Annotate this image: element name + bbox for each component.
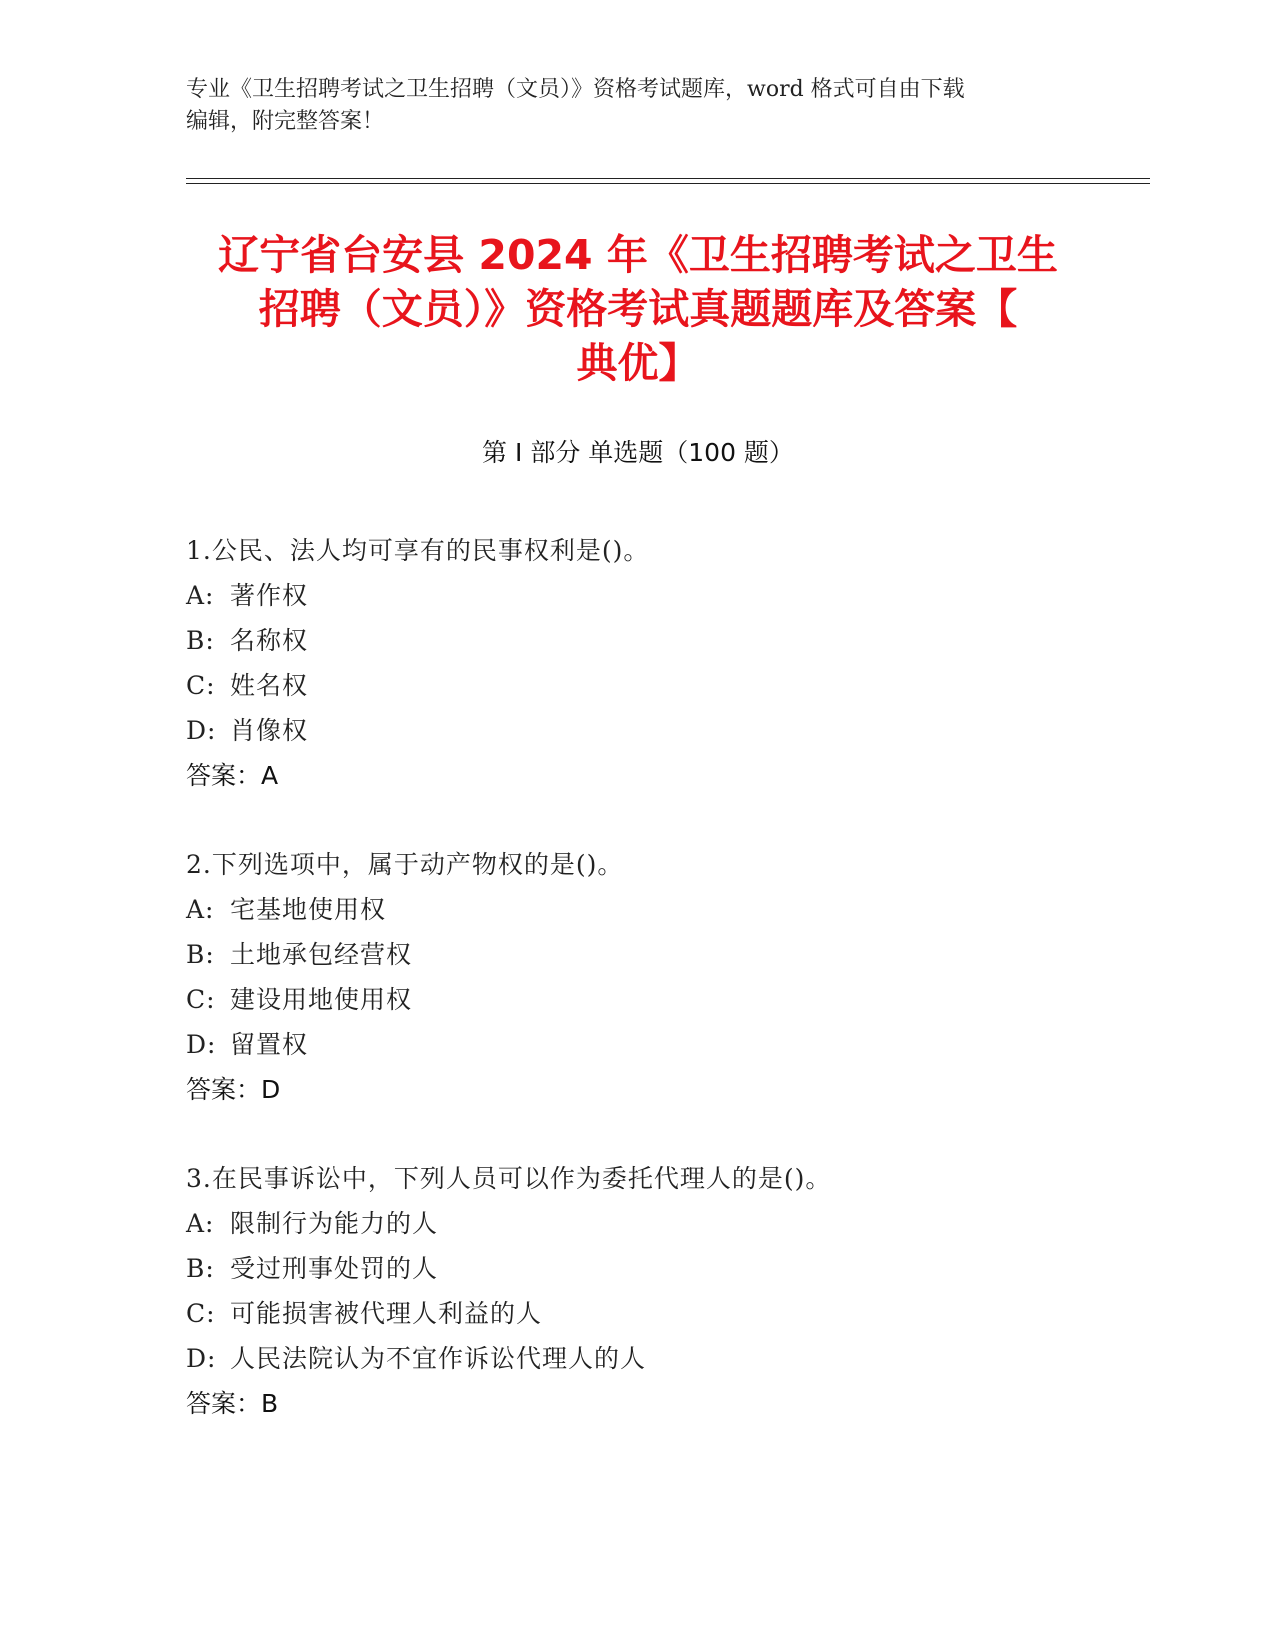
header-note-line-1: 专业《卫生招聘考试之卫生招聘（文员）》资格考试题库，word 格式可自由下载 [186,77,965,102]
document-title [186,228,1090,390]
option-letter: D: [186,716,217,745]
option-d [186,1336,1090,1381]
option-text: 可能损害被代理人利益的人 [230,1299,543,1328]
question-stem: 3.在民事诉讼中，下列人员可以作为委托代理人的是()。 [186,1164,832,1193]
option-d [186,1022,1090,1067]
option-letter: C: [186,671,216,700]
option-d [186,708,1090,753]
question-3 [186,1156,1090,1426]
header-divider [186,178,1150,184]
question-list [186,528,1090,1470]
option-letter: D: [186,1344,217,1373]
option-letter: B: [186,940,215,969]
option-letter: A: [186,581,215,610]
question-2 [186,842,1090,1112]
question-stem: 1.公民、法人均可享有的民事权利是()。 [186,536,650,565]
option-text: 姓名权 [230,671,309,700]
option-b [186,1246,1090,1291]
option-text: 受过刑事处罚的人 [230,1254,439,1283]
option-text: 肖像权 [230,716,309,745]
answer: 答案：A [186,761,279,790]
option-text: 名称权 [230,626,309,655]
option-letter: A: [186,895,215,924]
option-a [186,1201,1090,1246]
section-heading: 第 I 部分 单选题（100 题） [482,438,794,467]
option-text: 宅基地使用权 [230,895,387,924]
option-text: 土地承包经营权 [230,940,413,969]
option-c [186,1291,1090,1336]
answer: 答案：B [186,1389,279,1418]
option-text: 人民法院认为不宜作诉讼代理人的人 [230,1344,647,1373]
question-1 [186,528,1090,798]
title-line-2: 招聘（文员）》资格考试真题题库及答案【 [258,285,1018,333]
option-b [186,932,1090,977]
option-letter: A: [186,1209,215,1238]
option-c [186,977,1090,1022]
option-letter: B: [186,626,215,655]
header-note-line-2: 编辑，附完整答案！ [186,109,385,134]
option-text: 留置权 [230,1030,309,1059]
title-line-3: 典优】 [576,339,700,387]
option-letter: D: [186,1030,217,1059]
answer: 答案：D [186,1075,281,1104]
option-text: 限制行为能力的人 [230,1209,439,1238]
option-letter: C: [186,1299,216,1328]
question-stem: 2.下列选项中，属于动产物权的是()。 [186,850,624,879]
header-note [186,74,1066,138]
option-text: 著作权 [230,581,309,610]
title-line-1: 辽宁省台安县 2024 年《卫生招聘考试之卫生 [218,231,1058,279]
option-a [186,573,1090,618]
option-c [186,663,1090,708]
option-letter: C: [186,985,216,1014]
option-a [186,887,1090,932]
option-text: 建设用地使用权 [230,985,413,1014]
option-letter: B: [186,1254,215,1283]
option-b [186,618,1090,663]
